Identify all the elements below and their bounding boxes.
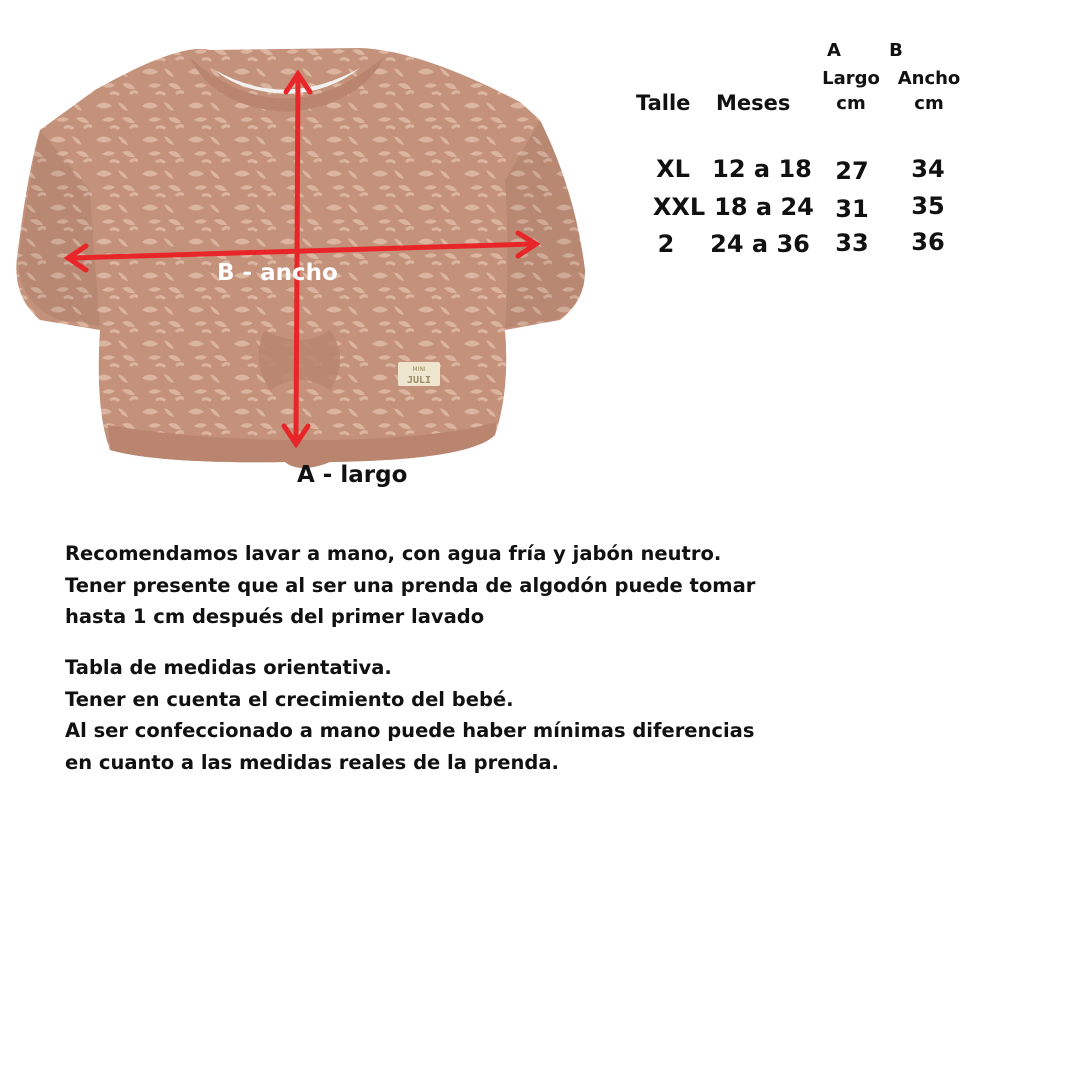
header-meses: Meses [716,91,791,115]
disclaimer-line: Tabla de medidas orientativa. [65,656,392,679]
header-talle: Talle [636,91,691,115]
row-2-ancho: 35 [911,192,945,220]
row-1-ancho: 34 [911,155,945,183]
row-3-meses: 24 a 36 [710,230,810,258]
row-3-ancho: 36 [911,228,945,256]
column-letter-a: A [827,40,841,61]
table-disclaimer [65,652,825,778]
care-line: Recomendamos lavar a mano, con agua fría y jabón neutro. [65,542,722,565]
care-line: Tener presente que al ser una prenda de algodón puede tomar [65,573,756,597]
row-2-largo: 31 [835,195,869,223]
brand-tag-small: MINI [412,366,426,373]
column-letter-b: B [889,40,903,61]
row-1-largo: 27 [835,157,869,185]
header-ancho: Ancho [897,68,961,89]
care-line: hasta 1 cm después del primer lavado [65,605,485,628]
header-largo-unit: cm [836,93,866,114]
disclaimer-line: Tener en cuenta el crecimiento del bebé. [65,687,514,711]
length-label: A - largo [297,462,408,488]
width-label: B - ancho [217,260,338,286]
row-3-largo: 33 [835,229,869,257]
header-largo: Largo [822,68,880,89]
row-2-talle: XXL [652,193,706,221]
row-2-meses: 18 a 24 [714,193,814,221]
disclaimer-line: en cuanto a las medidas reales de la prenda. [65,750,559,774]
garment-figure [0,30,600,490]
care-instructions [65,538,825,633]
row-1-meses: 12 a 18 [712,155,812,183]
row-1-talle: XL [656,155,690,183]
row-3-talle: 2 [657,230,675,258]
header-ancho-unit: cm [914,93,944,114]
brand-tag-name: JULI [406,375,432,386]
disclaimer-line: Al ser confeccionado a mano puede haber mínimas diferencias [65,719,755,742]
